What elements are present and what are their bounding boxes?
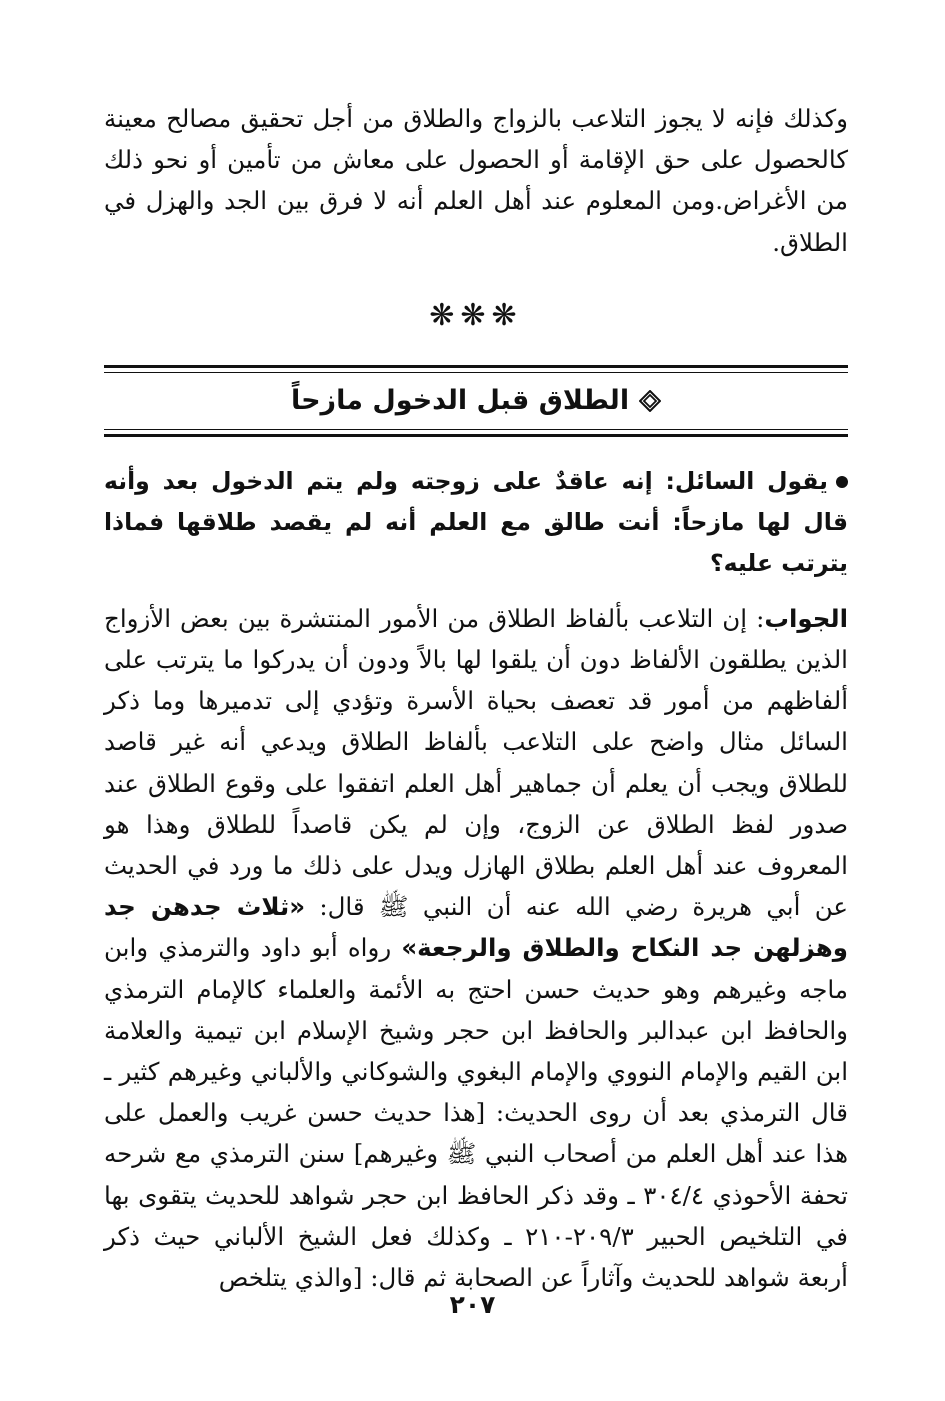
star-separator: ❋❋❋ (429, 297, 523, 333)
answer-text-part2: رواه أبو داود والترمذي وابن ماجه وغيرهم وهو حديث حسن احتج به الأئمة والعلماء كالإمام الترمذي والحافظ ابن عبدالبر والحافظ ابن حجر وشيخ الإسلام ابن تيمية والعلامة ابن القيم والإمام النووي والإمام البغوي والشوكاني والألباني وغيرهم كثير ـ قال الترمذي بعد أن روى الحديث: [هذا حديث حسن غريب والعمل على هذا عند أهل العلم من أصحاب النبي ﷺ وغيرهم] سنن الترمذي مع شرحه تحفة الأحوذي ٣٠٤/٤ ـ وقد ذكر الحافظ ابن حجر شواهد للحديث يتقوى بها في التلخيص الحبير ٢٠٩/٣-٢١٠ ـ وكذلك فعل الشيخ الألباني حيث ذكر أربعة شواهد للحديث وآثاراً عن الصحابة ثم قال: [والذي يتلخص (104, 933, 848, 1293)
rule-thick-bottom (104, 434, 848, 437)
section-heading (104, 373, 848, 429)
answer-paragraph (104, 598, 848, 1298)
intro-paragraph: وكذلك فإنه لا يجوز التلاعب بالزواج والطلاق من أجل تحقيق مصالح معينة كالحصول على حق الإقامة أو الحصول على معاش من تأمين أو نحو ذلك من الأغراض.ومن المعلوم عند أهل العلم أنه لا فرق بين الجد والهزل في الطلاق. (104, 104, 848, 257)
question-block (104, 461, 848, 584)
rule-thick-top (104, 365, 848, 368)
answer-text-part1: : إن التلاعب بألفاظ الطلاق من الأمور المنتشرة بين بعض الأزواج الذين يطلقون الألفاظ دون أن يلقوا لها بالاً ودون أن يدركوا ما يترتب على ألفاظهم من أمور قد تعصف بحياة الأسرة وتؤدي إلى تدميرها وما ذكر السائل مثال واضح على التلاعب بألفاظ الطلاق ويدعي أنه غير قاصد للطلاق ويجب أن يعلم أن جماهير أهل العلم اتفقوا على وقوع الطلاق عند صدور لفظ الطلاق عن الزوج، وإن لم يكن قاصداً للطلاق وهذا هو المعروف عند أهل العلم بطلاق الهازل ويدل على ذلك ما ورد في الحديث عن أبي هريرة رضي الله عنه أن النبي ﷺ قال: (104, 603, 848, 922)
answer-block (104, 598, 848, 1298)
bullet-icon (836, 476, 848, 488)
section-title: الطلاق قبل الدخول مازحاً (290, 384, 630, 416)
hadith-quote: «ثلاث جدهن جد وهزلهن جد النكاح والطلاق والرجعة» (104, 892, 848, 963)
heading-bottom-rules (104, 429, 848, 437)
answer-label: الجواب (764, 603, 848, 633)
question-text: يقول السائل: إنه عاقدٌ على زوجته ولم يتم الدخول بعد وأنه قال لها مازحاً: أنت طالق مع العلم أنه لم يقصد طلاقها فماذا يترتب عليه؟ (104, 466, 848, 577)
page-body (104, 98, 848, 1298)
intro-section (104, 98, 848, 263)
page-number: ٢٠٧ (449, 1290, 496, 1319)
diamond-icon (639, 390, 661, 412)
heading-top-rules (104, 365, 848, 373)
rule-thin-bottom (104, 429, 848, 430)
